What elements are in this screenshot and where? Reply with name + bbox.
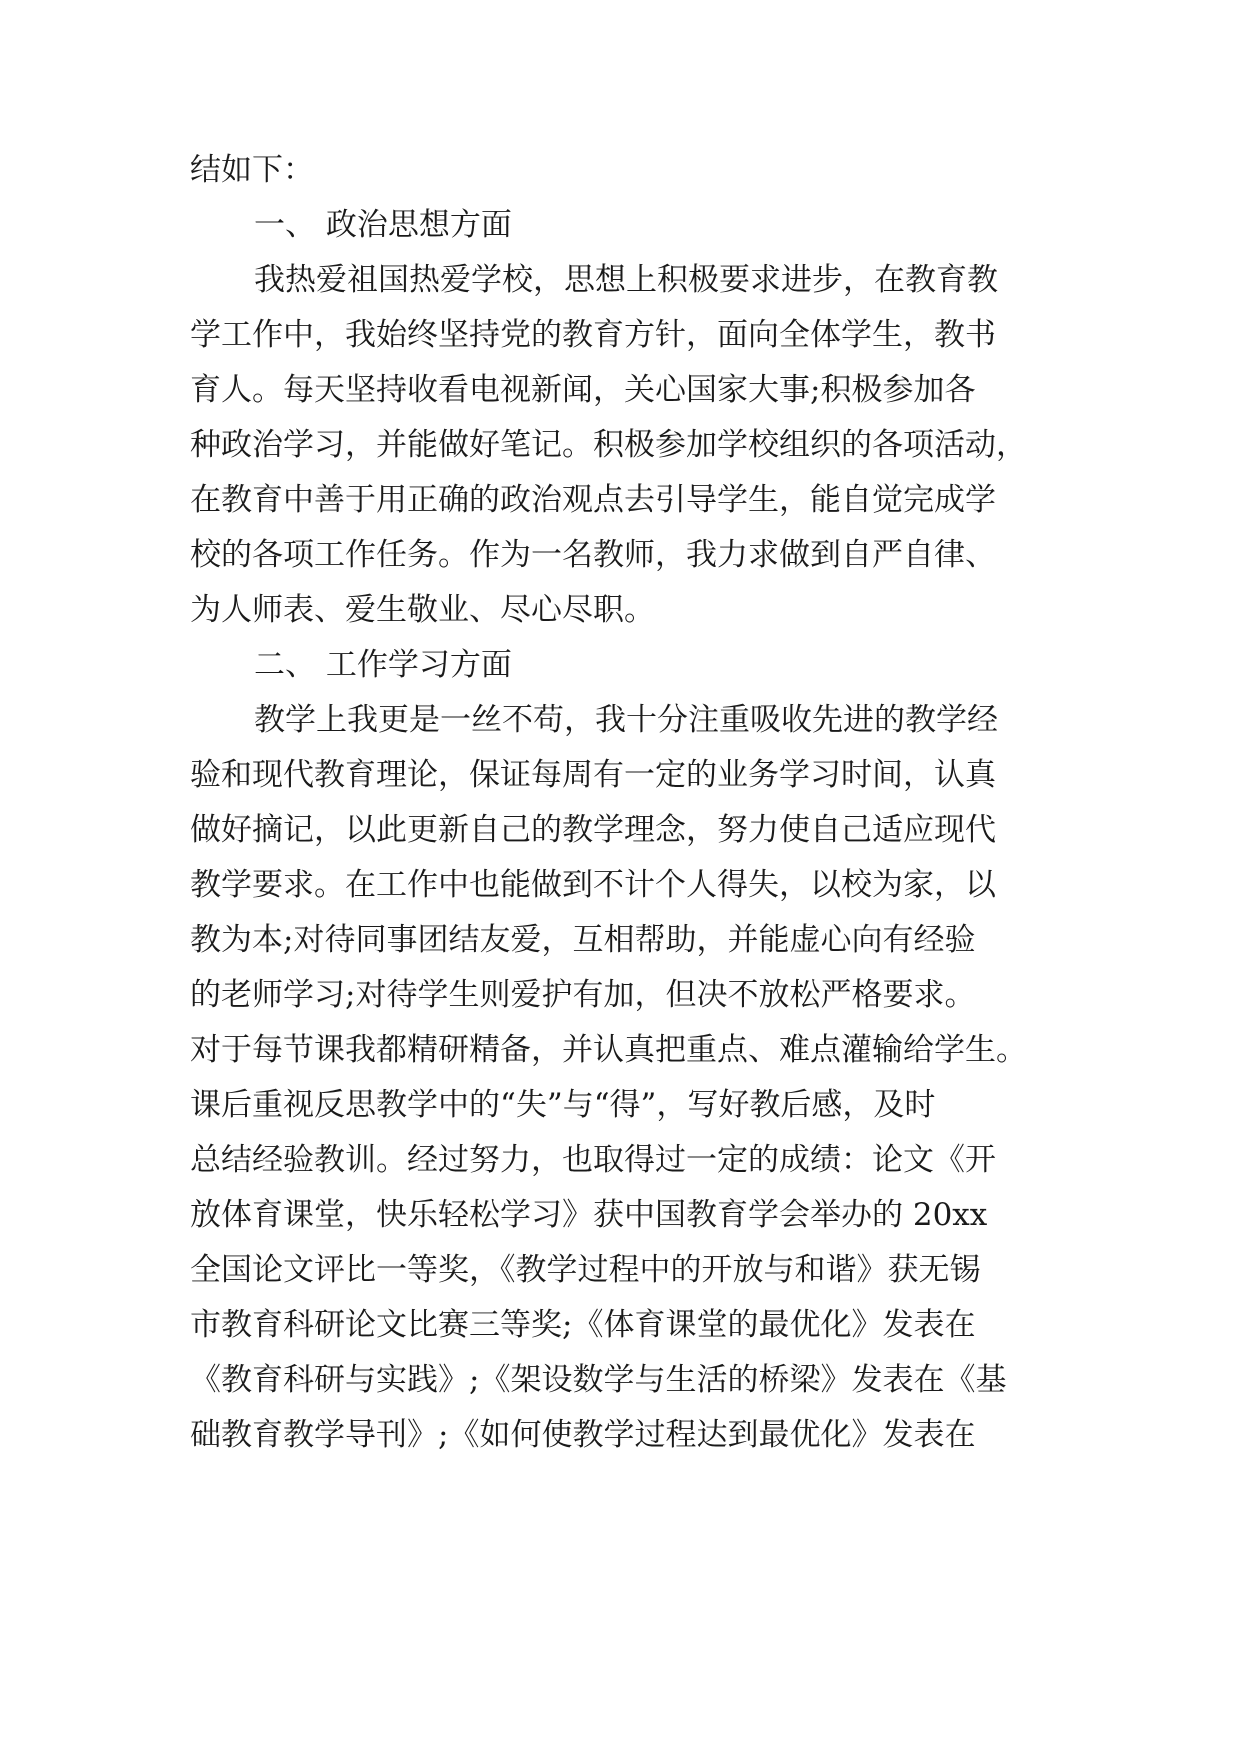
text-line: 市教育科研论文比赛三等奖;《体育课堂的最优化》发表在 [190,1307,976,1343]
text-line: 教学上我更是一丝不苟，我十分注重吸收先进的教学经 [254,702,998,738]
text-line: 总结经验教训。经过努力，也取得过一定的成绩：论文《开 [190,1142,996,1178]
text-line: 在教育中善于用正确的政治观点去引导学生，能自觉完成学 [190,482,996,518]
text-line: 校的各项工作任务。作为一名教师，我力求做到自严自律、 [190,537,996,573]
text-line: 结如下： [190,152,314,188]
text-line: 学工作中，我始终坚持党的教育方针，面向全体学生，教书 [190,317,996,353]
text-line: 教学要求。在工作中也能做到不计个人得失，以校为家，以 [190,867,996,903]
text-line: 育人。每天坚持收看电视新闻，关心国家大事;积极参加各 [190,372,976,408]
section-heading: 一、 政治思想方面 [254,207,512,243]
text-line: 教为本;对待同事团结友爱，互相帮助，并能虚心向有经验 [190,922,976,958]
text-line: 对于每节课我都精研精备，并认真把重点、难点灌输给学生。 [190,1032,1027,1068]
text-line: 础教育教学导刊》;《如何使教学过程达到最优化》发表在 [190,1417,976,1453]
text-line: 为人师表、爱生敬业、尽心尽职。 [190,592,655,628]
text-line: 课后重视反思教学中的“失”与“得”，写好教后感，及时 [190,1087,936,1123]
text-line: 种政治学习，并能做好笔记。积极参加学校组织的各项活动， [190,427,1027,463]
text-line: 放体育课堂，快乐轻松学习》获中国教育学会举办的 20xx [190,1197,988,1233]
text-line: 验和现代教育理论，保证每周有一定的业务学习时间，认真 [190,757,996,793]
text-line: 做好摘记，以此更新自己的教学理念，努力使自己适应现代 [190,812,996,848]
text-line: 的老师学习;对待学生则爱护有加，但决不放松严格要求。 [190,977,976,1013]
text-line: 全国论文评比一等奖，《教学过程中的开放与和谐》获无锡 [190,1252,981,1288]
section-heading: 二、 工作学习方面 [254,647,512,683]
text-line: 我热爱祖国热爱学校，思想上积极要求进步，在教育教 [254,262,998,298]
text-line: 《教育科研与实践》;《架设数学与生活的桥梁》发表在《基 [190,1362,1007,1398]
